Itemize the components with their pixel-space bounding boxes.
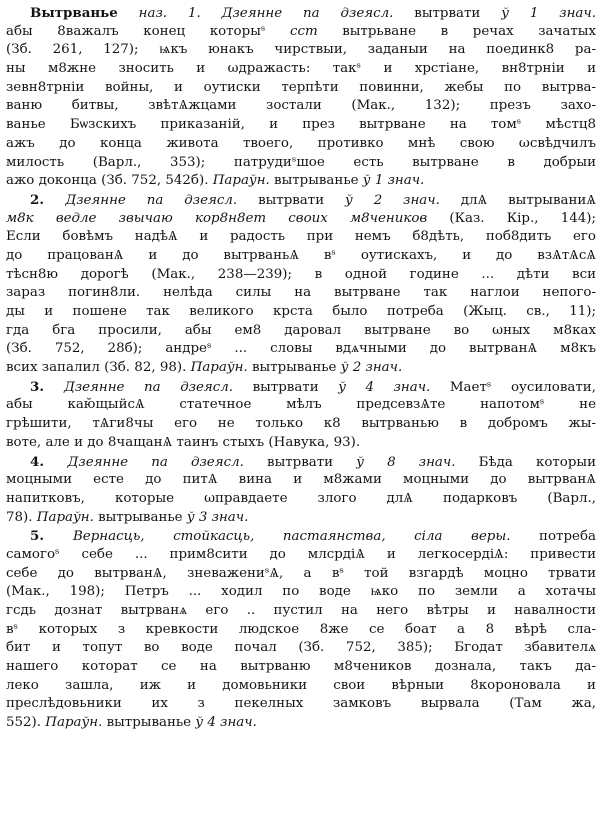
text-segment: гсдь дознат вытрванѧ его .. пустил на него вѣтры и навалности [6,603,596,618]
text-segment: нашего которат се на вытрваню м8чеников дознала, такъ да- [6,659,596,675]
text-line [6,247,596,266]
text-segment: (Мак., 198); Петръ ... ходил по воде ѩко по земли а хотачы [6,584,596,600]
italic-text: Дзеянне па дзеясл. [63,379,234,395]
text-line [6,415,596,434]
bold-text: Вытрванье [30,5,118,21]
text-line [6,546,596,565]
italic-text: Дзеянне па дзеясл. [67,454,244,470]
text-line [6,154,596,173]
text-segment: (Каз. Кір., 144); [427,210,596,226]
text-line [6,396,596,415]
text-segment: вˢ которых з кревкости людское 8же се боат а 8 вѣрѣ сла- [6,621,596,637]
text-segment: себе до вытрванѦ, зневажениˢѦ, а вˢ той взгардѣ моцно трвати [6,565,596,581]
text-segment: самогоˢ себе ... прим8сити до млсрдіѦ и легкосердіѦ: привести [6,546,596,562]
text-segment: Маетˢ оусиловати, [430,379,596,395]
text-line [6,695,596,714]
text-line [6,210,596,229]
text-segment: вытрываньe [247,360,341,376]
text-segment: всих запалил [6,360,100,376]
text-segment: до працованѦ и до вытрваньѦ вˢ оутискахъ, и до взѦтѦсѦ [6,247,596,263]
text-line [6,359,596,378]
text-segment: ны м8жне зносить и ωдражасть: такˢ и хрстіане, вн8трніи и [6,61,596,77]
text-segment: 552). [6,715,46,731]
text-line [6,677,596,696]
bold-text: 4. [30,453,68,470]
text-segment: напитковъ, которые ωправдаете злого длѦ подарковъ (Варл., [6,490,596,506]
text-line [6,565,596,584]
text-segment: вытрвати [393,6,502,21]
text-segment: абы 8важалъ конец которыˢ [6,23,290,39]
text-line [6,602,596,621]
text-line [6,284,596,303]
entry-sense [6,453,596,528]
text-segment: ванье Бѡзскихъ приказаній, и през вытрване на томˢ мѣстц8 [6,117,596,133]
entry-sense [6,191,596,378]
text-segment: ажо доконца (Зб. 752, 542б). [6,173,213,189]
bold-text: 3. [30,378,64,395]
dictionary-entry [6,4,596,733]
text-segment: преслѣдовьники их з пекелных замковъ вырвала (Там жа, [6,696,596,712]
text-segment: потреба [510,529,596,545]
italic-text: Параўн. [45,715,103,731]
text-line [6,434,596,453]
text-segment: Если бовѣмъ надѣѦ и радость при немъ б8дѣть, поб8дить его [6,229,596,245]
bold-text: 5. [30,528,73,545]
text-segment: тѣсн8ю дорогѣ (Мак., 238—239); в одной године ... дѣти вси [6,266,596,282]
text-segment: ды и пошене так великого крста было потреба (Жыц. св., 11); [6,304,596,319]
text-segment: леко зашла, иж и домовьники свои вѣрныи 8короновала и [6,677,596,693]
text-line [6,135,596,154]
text-segment: милость (Варл., 353); патрудиˢшое есть вытрване в добрыи [6,154,596,170]
italic-text: ў 2 знач. [340,360,403,376]
text-line [6,97,596,116]
text-line [6,322,596,341]
italic-text: ў 1 знач. [362,173,425,189]
text-segment: вытрвати [243,454,357,470]
italic-text: Параўн. [190,360,248,376]
text-line [6,228,596,247]
text-line [6,714,596,733]
text-segment: вытрыванье [93,509,187,525]
text-line [6,4,596,23]
text-segment: моцными естe до питѦ вина и м8жами моцными до вытрванѦ [6,472,596,488]
text-line [6,266,596,285]
text-segment: зараз погин8ли. нелѣда силы на вытрване так наглои непого- [6,285,596,301]
text-segment: (Зб. 261, 127); ѩкъ юнакъ чирствыи, заданыи на поединк8 ра- [6,42,596,58]
text-segment: зевн8трніи войны, и оутиски терпѣти повинни, жебы по вытрва- [6,79,596,95]
italic-text: ў 2 знач. [345,192,440,208]
text-line [6,23,596,42]
text-line [6,639,596,658]
text-line [6,453,596,472]
entry-sense [6,4,596,191]
text-line [6,60,596,79]
text-segment: ажъ до конца живота твоего, противко мнѣ свою ωсвѣдчилъ [6,135,596,151]
italic-text: ў 4 знач. [195,715,257,731]
text-line [6,378,596,397]
text-segment: вытрвати [237,192,346,208]
text-segment: (Зб. 82, 98). [99,360,191,376]
text-line [6,191,596,210]
text-segment: ваню битвы, звѣтѦжцами зостали (Мак., 132); презъ захо- [6,98,596,114]
italic-text: сст [289,23,318,39]
italic-text: Параўн. [36,509,94,525]
dictionary-page [6,4,596,829]
text-line [6,79,596,98]
text-line [6,583,596,602]
text-segment: вытрыванье [269,173,363,189]
text-line [6,172,596,191]
italic-text: Вернасць, стойкасць, пастаянства, сіла веры. [72,529,511,545]
text-line [6,340,596,359]
text-segment: 78). [6,509,37,525]
text-line [6,116,596,135]
bold-text: 2. [30,191,66,208]
text-segment: воте, але и до 8чащанѦ таинъ стыхъ (Навука, 93). [6,434,361,450]
text-segment: грѣшити, тѦги8чы его не только к8 вытрванью в добромъ жы- [6,416,596,432]
text-segment: вытрвати [233,379,339,395]
text-segment: длѦ вытрываниѦ [439,192,596,208]
italic-text: наз. 1. Дзеянне па дзеясл. [117,6,394,21]
text-segment: бит и топут во воде почал (Зб. 752, 385); Бгодат збавителѧ [6,640,596,656]
text-segment: (Зб. 752, 28б); андреˢ ... словы вдѧчными до вытрванѦ м8къ [6,341,596,357]
text-segment: вытрьване в речах зачатых [317,23,596,39]
text-line [6,527,596,546]
italic-text: Параўн. [212,173,270,189]
text-line [6,303,596,322]
italic-text: ў 8 знач. [356,454,456,470]
text-line [6,490,596,509]
italic-text: ў 1 знач. [501,6,596,21]
text-line [6,621,596,640]
italic-text: м8к ведле звычаю кор8н8ет своих м8чеников [6,210,428,226]
entry-sense [6,527,596,733]
text-line [6,41,596,60]
text-segment: Бѣда которыи [455,454,596,470]
entry-sense [6,378,596,453]
text-line [6,509,596,528]
text-segment: вытрыванье [102,715,196,731]
text-line [6,658,596,677]
italic-text: ў 3 знач. [186,509,249,525]
italic-text: Дзеянне па дзеясл. [65,192,238,208]
italic-text: ў 4 знач. [338,379,431,395]
text-segment: абы каю̆щыйсѦ статечное мѣлъ предсевзѦте напотомˢ не [6,397,596,413]
text-line [6,471,596,490]
text-segment: гда бга просили, абы ем8 даровал вытрване во ωных м8ках [6,322,596,338]
